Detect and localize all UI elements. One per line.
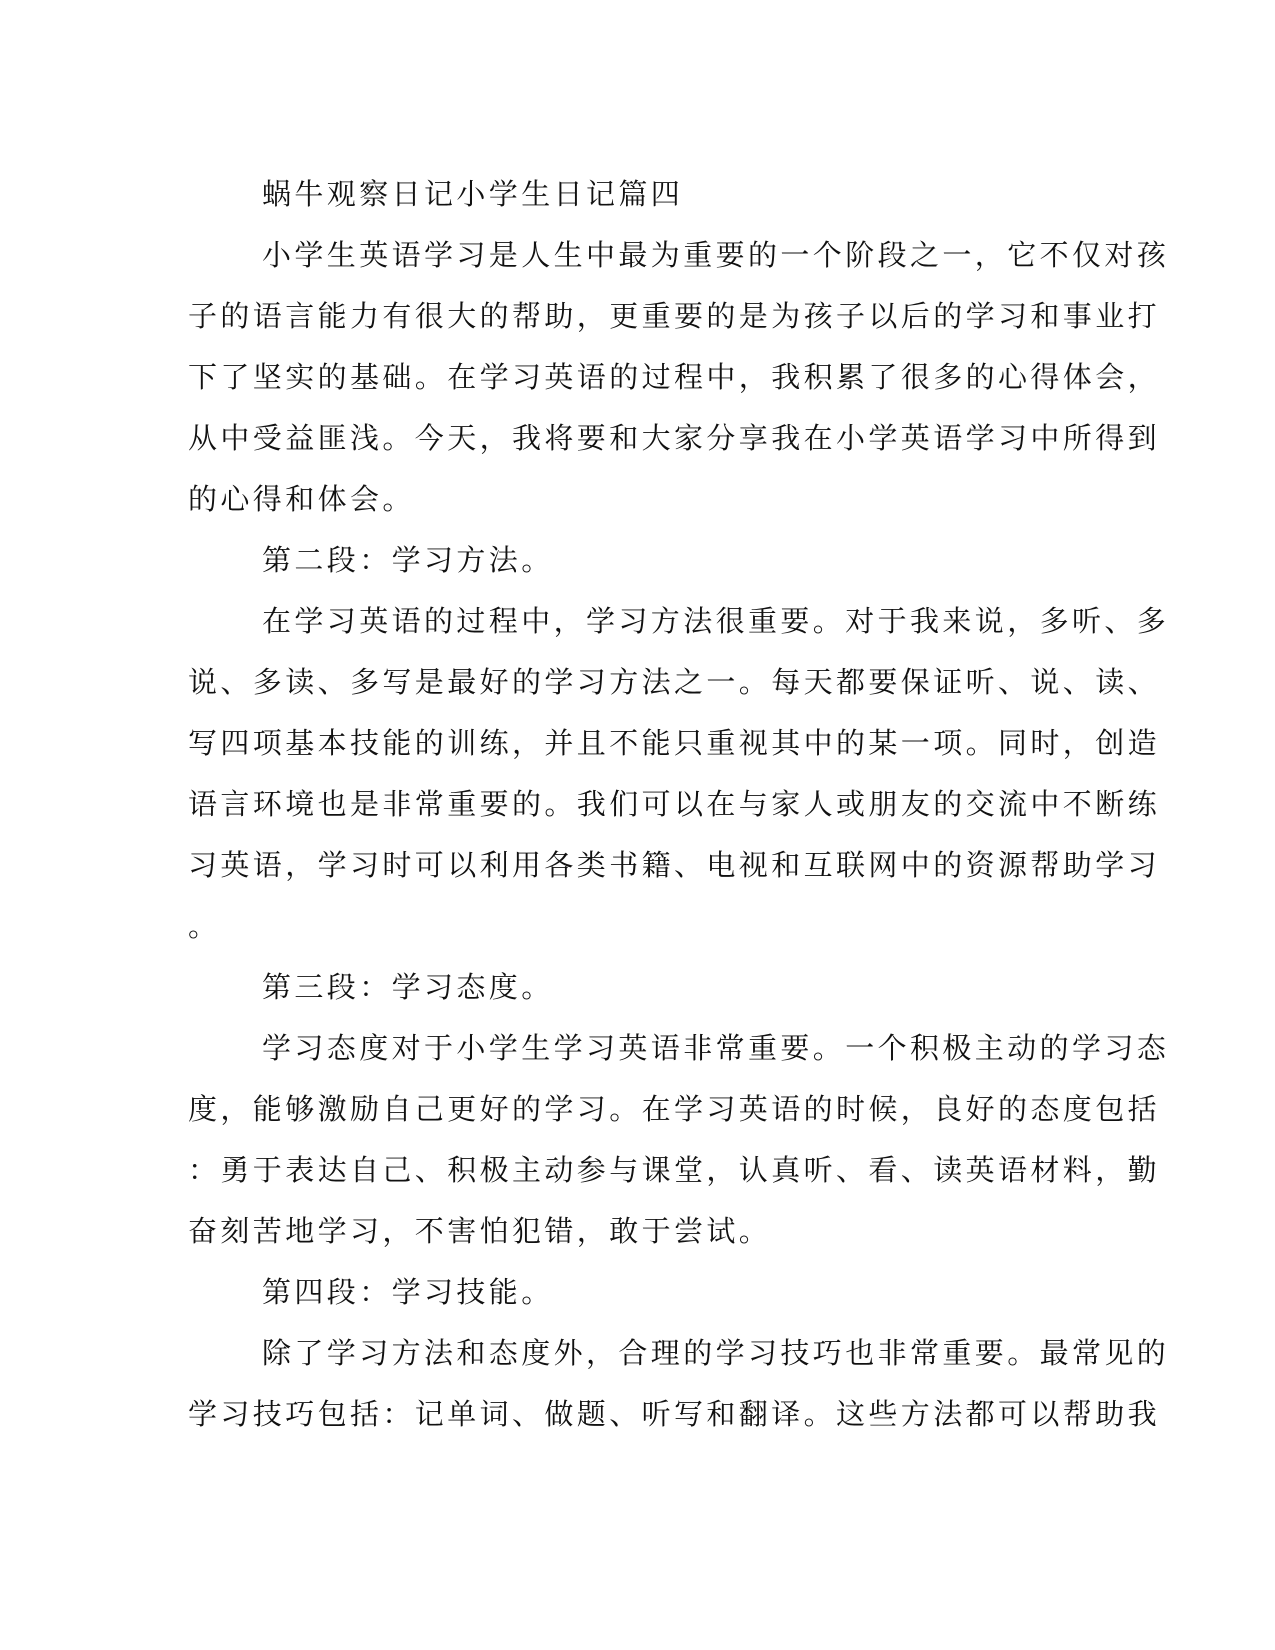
paragraph-line: 的心得和体会。 — [188, 482, 415, 516]
section-heading: 第三段：学习态度。 — [262, 970, 554, 1004]
paragraph-line: 度，能够激励自己更好的学习。在学习英语的时候，良好的态度包括 — [188, 1092, 1161, 1126]
paragraph-line: ：勇于表达自己、积极主动参与课堂，认真听、看、读英语材料，勤 — [188, 1153, 1161, 1187]
section-heading: 第二段：学习方法。 — [262, 543, 554, 577]
paragraph-line: 从中受益匪浅。今天，我将要和大家分享我在小学英语学习中所得到 — [188, 421, 1161, 455]
paragraph-line: 在学习英语的过程中，学习方法很重要。对于我来说，多听、多 — [262, 604, 1170, 638]
paragraph-line: 。 — [188, 909, 221, 943]
document-title: 蜗牛观察日记小学生日记篇四 — [262, 177, 684, 211]
paragraph-line: 语言环境也是非常重要的。我们可以在与家人或朋友的交流中不断练 — [188, 787, 1161, 821]
paragraph-line: 子的语言能力有很大的帮助，更重要的是为孩子以后的学习和事业打 — [188, 299, 1161, 333]
paragraph-line: 写四项基本技能的训练，并且不能只重视其中的某一项。同时，创造 — [188, 726, 1161, 760]
paragraph-line: 小学生英语学习是人生中最为重要的一个阶段之一，它不仅对孩 — [262, 238, 1170, 272]
paragraph-line: 习英语，学习时可以利用各类书籍、电视和互联网中的资源帮助学习 — [188, 848, 1161, 882]
document-body — [188, 164, 1170, 1445]
paragraph-line: 奋刻苦地学习，不害怕犯错，敢于尝试。 — [188, 1214, 772, 1248]
paragraph-line: 除了学习方法和态度外，合理的学习技巧也非常重要。最常见的 — [262, 1336, 1170, 1370]
paragraph-line: 学习技巧包括：记单词、做题、听写和翻译。这些方法都可以帮助我 — [188, 1397, 1161, 1431]
paragraph-line: 说、多读、多写是最好的学习方法之一。每天都要保证听、说、读、 — [188, 665, 1161, 699]
paragraph-line: 学习态度对于小学生学习英语非常重要。一个积极主动的学习态 — [262, 1031, 1170, 1065]
paragraph-line: 下了坚实的基础。在学习英语的过程中，我积累了很多的心得体会， — [188, 360, 1161, 394]
section-heading: 第四段：学习技能。 — [262, 1275, 554, 1309]
